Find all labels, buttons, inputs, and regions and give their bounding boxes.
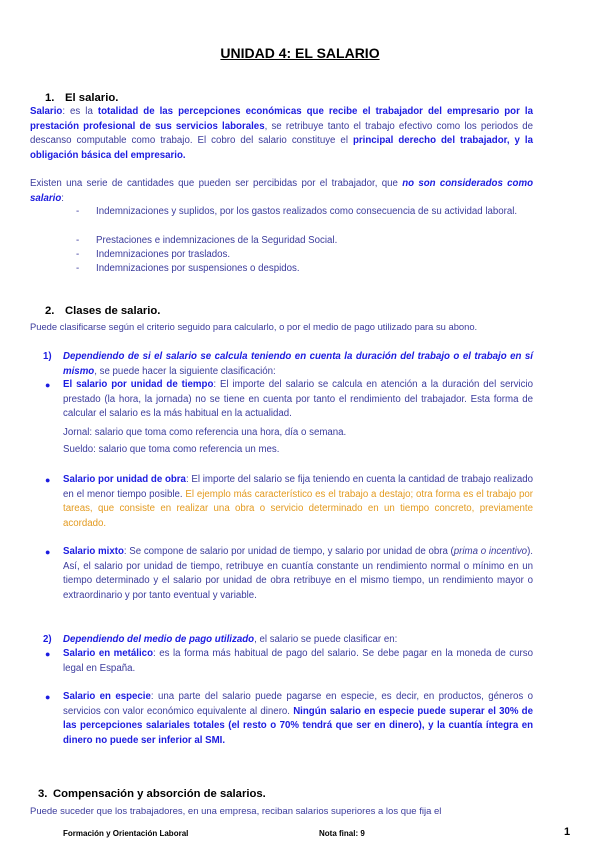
section-1-number: 1. — [45, 92, 55, 104]
criteria-2-bold: Dependiendo del medio de pago utilizado — [63, 634, 255, 645]
in-kind-limit-bold: Ningún salario en especie puede superar el 30% de las percepciones salariales totales (el resto o 70% tendrá que ser en dinero), y la cuantía íntegra en dinero no puede ser inferior al SMI. — [63, 705, 533, 746]
non-salary-item — [76, 248, 533, 263]
non-salary-item-text: Indemnizaciones y suplidos, por los gastos realizados como consecuencia de su actividad laboral. — [96, 206, 518, 217]
classification-intro: Puede clasificarse según el criterio seguido para calcularlo, o por el medio de pago utilizado para su abono. — [30, 321, 478, 332]
salary-term: Salario — [30, 106, 63, 117]
section-3-intro: Puede suceder que los trabajadores, en una empresa, reciban salarios superiores a los que fija el — [30, 806, 442, 817]
criteria-2-paragraph — [43, 633, 533, 648]
text-span: : El importe del salario se fija teniendo en cuenta la cantidad de trabajo realizado en el menor tiempo posible. — [63, 474, 533, 500]
footer-grade: Nota final: 9 — [319, 829, 365, 838]
section-2-heading — [45, 305, 160, 317]
section-1-title: El salario. — [65, 92, 119, 104]
section-1-heading — [45, 92, 118, 104]
non-salary-item — [76, 262, 533, 277]
text-span: , el salario se puede clasificar en: — [254, 634, 398, 645]
work-unit-salary-item — [45, 473, 533, 531]
cash-salary-label: Salario en metálico — [63, 648, 153, 659]
footer-course: Formación y Orientación Laboral — [63, 829, 189, 838]
section-3-heading — [38, 788, 266, 800]
salary-definition-bold: totalidad de las percepciones económicas que recibe el trabajador del empresario por la prestación profesional de sus servicios laborales — [30, 106, 533, 132]
mixed-salary-item — [45, 545, 533, 603]
text-span: : una parte del salario puede pagarse en especie, es decir, en productos, géneros o servicios con valor económico equivalente al dinero. — [63, 691, 533, 717]
sueldo-definition: Sueldo: salario que toma como referencia un mes. — [63, 444, 280, 455]
in-kind-salary-item — [45, 690, 533, 748]
time-salary-item — [45, 378, 533, 422]
criteria-1-number: 1) — [43, 351, 52, 362]
section-2-number: 2. — [45, 305, 55, 317]
unit-title: UNIDAD 4: EL SALARIO — [220, 45, 380, 61]
non-salary-item-text: Indemnizaciones por traslados. — [96, 249, 231, 260]
text-span: : El importe del salario se calcula en atención a la duración del servicio prestado (la hora, la jornada) no se tiene en cuenta por tanto el rendimiento del trabajador. Esta forma de calcular el salario es la más habitual en la actualidad. — [63, 379, 533, 419]
text-span: : es la — [62, 106, 98, 117]
cash-salary-item — [45, 647, 533, 676]
dash-marker: - — [76, 235, 80, 246]
non-salary-bold: no son considerados como salario — [30, 178, 533, 204]
in-kind-salary-label: Salario en especie — [63, 691, 151, 702]
criteria-2-number: 2) — [43, 634, 52, 645]
salary-right-bold: principal derecho del trabajador, y la obligación básica del empresario. — [30, 135, 533, 161]
non-salary-item — [76, 205, 533, 220]
page-number: 1 — [564, 826, 571, 838]
bullet-marker: ● — [45, 547, 51, 557]
section-2-title: Clases de salario. — [65, 305, 161, 317]
non-salary-item-text: Indemnizaciones por suspensiones o despidos. — [96, 263, 300, 274]
bullet-marker: ● — [45, 649, 51, 659]
text-span: : Se compone de salario por unidad de tiempo, y salario por unidad de obra ( — [123, 546, 454, 557]
text-span: prima o incentivo — [453, 546, 528, 557]
non-salary-intro-paragraph — [30, 177, 533, 206]
dash-marker: - — [76, 263, 80, 274]
criteria-1-bold: Dependiendo de si el salario se calcula teniendo en cuenta la duración del trabajo o el trabajo en sí mismo — [63, 351, 533, 377]
text-span: : — [61, 192, 64, 204]
bullet-marker: ● — [45, 380, 51, 390]
text-span: : es la forma más habitual de pago del salario. Se debe pagar en la moneda de curso legal en España. — [63, 648, 533, 674]
section-3-title: Compensación y absorción de salarios. — [53, 788, 266, 800]
time-salary-label: El salario por unidad de tiempo — [63, 379, 214, 390]
non-salary-item — [76, 234, 533, 249]
bullet-marker: ● — [45, 692, 51, 702]
criteria-1-paragraph — [43, 350, 533, 379]
jornal-definition: Jornal: salario que toma como referencia una hora, día o semana. — [63, 427, 347, 438]
bullet-marker: ● — [45, 475, 51, 485]
salary-definition-paragraph — [30, 105, 533, 163]
work-unit-salary-label: Salario por unidad de obra — [63, 474, 186, 485]
non-salary-item-text: Prestaciones e indemnizaciones de la Seguridad Social. — [96, 235, 338, 246]
dash-marker: - — [76, 249, 80, 260]
text-span: , se puede hacer la siguiente clasificación: — [94, 365, 276, 377]
text-span: Existen una serie de cantidades que pueden ser percibidas por el trabajador, que — [30, 178, 403, 189]
text-span: , se retribuye tanto el trabajo efectivo como los periodos de descanso computable como trabajo. El cobro del salario constituye el — [30, 120, 533, 146]
section-3-number: 3. — [38, 788, 48, 800]
text-span: ). Así, el salario por unidad de tiempo, retribuye en cuantía constante un rendimiento normal o mínimo en un tiempo determinado y el salario por unidad de obra retribuye en el mismo tiempo, un rendimiento mayor o extraordinario y por tanto eventual y variable. — [63, 546, 533, 601]
dash-marker: - — [76, 206, 80, 217]
piecework-example: El ejemplo más característico es el trabajo a destajo; otra forma es el trabajo por tareas, que consiste en realizar una obra o servicio determinado en un tiempo concreto, previamente acordado. — [63, 488, 533, 529]
mixed-salary-label: Salario mixto — [63, 546, 124, 557]
